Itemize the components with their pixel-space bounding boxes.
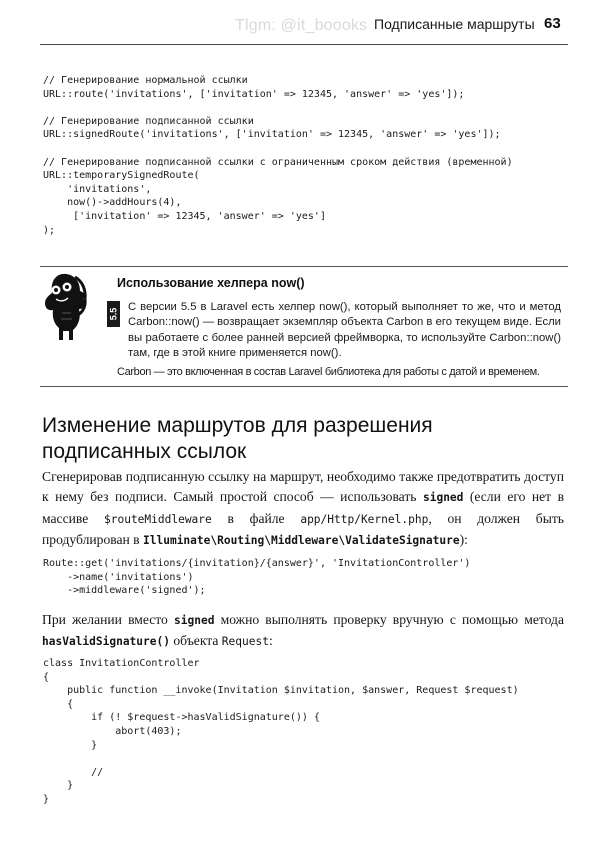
page-header <box>0 0 600 44</box>
code-block-controller: class InvitationController { public function __invoke(Invitation $invitation, $answer, Request $request) { if (! $request->hasValidSignature()) { abort(403); } // } } <box>43 658 519 805</box>
paragraph-text: , он должен быть продублирован в <box>42 510 564 548</box>
page-number: 63 <box>544 15 561 32</box>
paragraph-text: можно выполнять проверку вручную с помощью метода <box>214 612 564 627</box>
paragraph-signed-middleware <box>42 467 564 552</box>
note-bottom-rule <box>40 386 568 387</box>
code-block-generate-links: // Генерирование нормальной ссылки URL::route('invitations', ['invitation' => 12345, 'answer' => 'yes']); // Генерирование подписанной ссылки URL::signedRoute('invitations', ['invitation' => 12345, 'answer' => 'yes']); // Генерирование подписанной ссылки с ограниченным сроком действия (временной) URL::temporarySignedRoute( 'invitations', now()->addHours(4), ['invitation' => 12345, 'answer' => 'yes'] ); <box>43 75 513 236</box>
paragraph-text: При желании вместо <box>42 612 175 627</box>
inline-code-route-middleware: $routeMiddleware <box>104 512 212 526</box>
paragraph-text: (если его нет в массиве <box>42 489 564 526</box>
watermark: Tlgm: @it_boooks <box>235 17 368 34</box>
lemur-icon <box>42 269 88 343</box>
paragraph-manual-check <box>42 610 564 653</box>
note-top-rule <box>40 266 568 267</box>
version-badge-label: 5.5 <box>108 307 119 321</box>
paragraph-text: в файле <box>211 510 301 526</box>
inline-code-signed: signed <box>422 491 464 505</box>
inline-code-has-valid-signature: hasValidSignature() <box>42 635 170 649</box>
inline-code-kernel-path: app/Http/Kernel.php <box>300 512 429 526</box>
inline-code-signed: signed <box>174 614 215 627</box>
note-text: С версии 5.5 в Laravel есть хелпер now(), который выполняет то же, что и метод Carbon::now() — возвращает экземпляр объекта Carbon в его текущем виде. Если вы работаете с более ранней версией фреймворка, то используйте Carbon::now() там, где в этой книге применяется now(). <box>128 301 561 360</box>
inline-code-validate-signature: Illuminate\Routing\Middleware\ValidateSignature <box>143 534 460 548</box>
note-text-carbon: Carbon — это включенная в состав Laravel библиотека для работы с датой и временем. <box>117 366 540 378</box>
version-badge <box>107 301 120 327</box>
paragraph-text: : <box>268 633 273 649</box>
running-title: Подписанные маршруты <box>374 16 535 32</box>
section-heading: Изменение маршрутов для разрешения подписанных ссылок <box>42 414 433 463</box>
header-rule <box>40 44 568 45</box>
note-box <box>40 266 568 387</box>
paragraph-text: Сгенерировав подписанную ссылку на маршрут, необходимо также предотвратить доступ к нему без подписи. Самый простой способ — использовать <box>42 469 564 505</box>
note-title: Использование хелпера now() <box>117 276 305 290</box>
paragraph-text: объекта <box>169 633 222 649</box>
paragraph-text: ): <box>459 532 468 548</box>
code-block-route: Route::get('invitations/{invitation}/{answer}', 'InvitationController') ->name('invitations') ->middleware('signed'); <box>43 558 471 597</box>
inline-code-request: Request <box>221 635 269 649</box>
